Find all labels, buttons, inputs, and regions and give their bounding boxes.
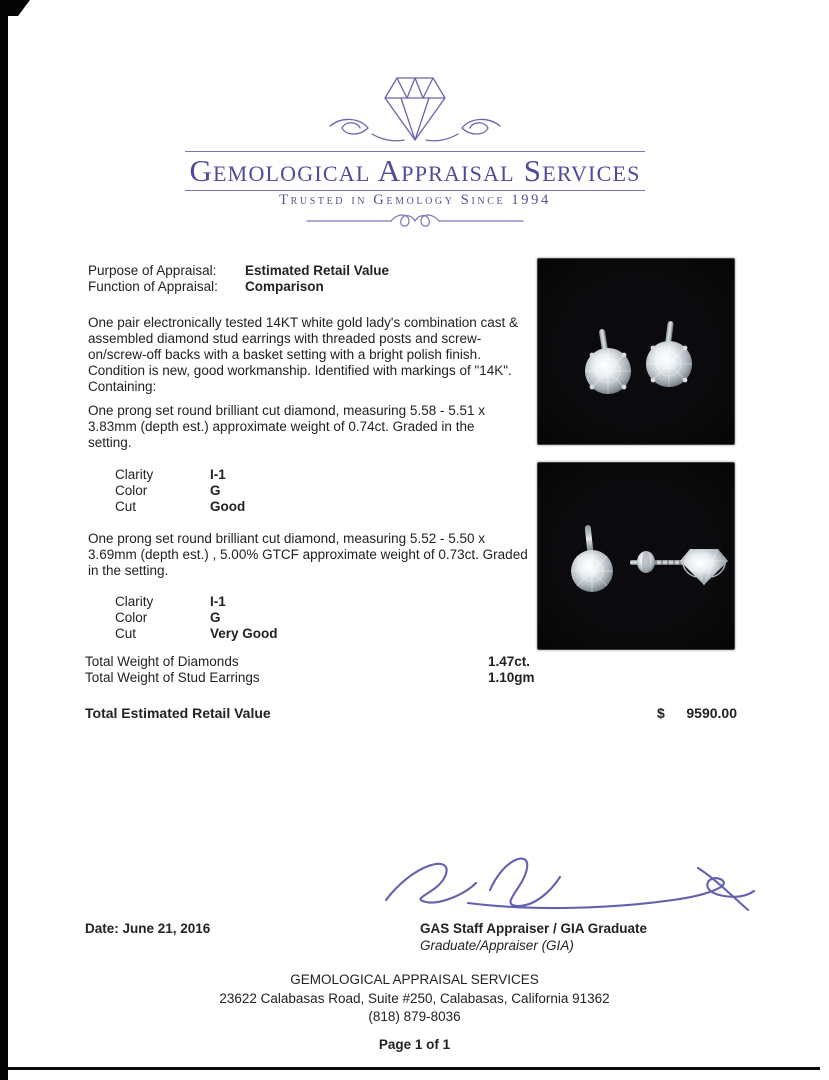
grade-value: G: [210, 483, 221, 498]
diamond-logo-icon: [320, 70, 510, 150]
stone-1-grades-table: [115, 467, 245, 515]
scan-artifact-corner: [0, 0, 30, 16]
grade-value: G: [210, 610, 221, 625]
company-name: Gemological Appraisal Services: [189, 153, 641, 188]
total-weight-earrings-row: [85, 670, 645, 686]
grade-row-clarity: [115, 594, 278, 610]
grade-row-color: [115, 483, 245, 499]
grade-label: Clarity: [115, 594, 154, 609]
grade-row-cut: [115, 499, 245, 515]
grade-row-clarity: [115, 467, 245, 483]
grade-value: Very Good: [210, 626, 278, 641]
grade-label: Color: [115, 483, 148, 498]
grade-label: Clarity: [115, 467, 154, 482]
footer-address: 23622 Calabasas Road, Suite #250, Calabasas, California 91362: [219, 990, 610, 1006]
stone-2-description: One prong set round brilliant cut diamond, measuring 5.52 - 5.50 x 3.69mm (depth est.) , 5.00% GTCF approximate weight of 0.73ct. Graded in the setting.: [88, 531, 528, 578]
grade-label: Color: [115, 610, 148, 625]
stone-1-description: One prong set round brilliant cut diamond, measuring 5.58 - 5.51 x 3.83mm (depth est.) approximate weight of 0.74ct. Graded in the setting.: [88, 403, 485, 450]
appraiser-signature: [368, 848, 768, 928]
purpose-label: Purpose of Appraisal:: [88, 263, 217, 278]
item-description: One pair electronically tested 14KT white gold lady's combination cast & assembled diamond stud earrings with threaded posts and screw-on/screw-off backs with a basket setting with a bright polish finish. Condition is new, good workmanship. Identified with markings of "14K". Containing:: [88, 315, 519, 394]
grand-total-label: Total Estimated Retail Value: [85, 705, 271, 721]
earrings-photo-side-view: [537, 462, 735, 650]
stone-2-grades-table: [115, 594, 278, 642]
grade-value: Good: [210, 499, 246, 514]
page-number: Page 1 of 1: [378, 1036, 451, 1052]
scroll-flourish-icon: [305, 211, 525, 231]
earrings-photo-front-view: [537, 258, 735, 445]
appraiser-credential: Graduate/Appraiser (GIA): [420, 938, 574, 953]
grade-label: Cut: [115, 626, 137, 641]
total-label: Total Weight of Stud Earrings: [85, 670, 260, 685]
logo-area: [185, 70, 645, 150]
letterhead: [185, 70, 645, 236]
rule-top: [185, 151, 645, 152]
signature-ink-icon: [368, 848, 768, 923]
grade-label: Cut: [115, 499, 137, 514]
totals-table: [85, 654, 645, 686]
company-tagline: Trusted in Gemology Since 1994: [279, 192, 551, 208]
document-footer: [0, 971, 829, 1054]
total-value: 1.47ct.: [488, 654, 531, 669]
grade-value: I-1: [210, 594, 226, 609]
total-value: 1.10gm: [488, 670, 535, 685]
scan-artifact-bottom-line: [8, 1067, 820, 1070]
purpose-value: Estimated Retail Value: [245, 263, 390, 278]
footer-company: GEMOLOGICAL APPRAISAL SERVICES: [290, 972, 539, 987]
function-label: Function of Appraisal:: [88, 279, 218, 294]
grade-row-color: [115, 610, 278, 626]
grade-value: I-1: [210, 467, 226, 482]
amount-value: 9590.00: [686, 705, 737, 721]
grand-total-amount: [657, 705, 737, 721]
function-value: Comparison: [245, 279, 324, 294]
appraiser-title: GAS Staff Appraiser / GIA Graduate: [420, 921, 648, 936]
currency-symbol: $: [657, 705, 665, 721]
appraisal-date: Date: June 21, 2016: [85, 921, 211, 936]
total-label: Total Weight of Diamonds: [85, 654, 239, 669]
earrings-front-illustration: [538, 259, 734, 444]
footer-phone: (818) 879-8036: [368, 1009, 461, 1024]
earrings-side-illustration: [538, 463, 734, 649]
total-weight-diamonds-row: [85, 654, 645, 670]
scan-artifact-left-edge: [0, 0, 8, 1080]
rule-middle: [185, 190, 645, 191]
ornament-row: [185, 211, 645, 236]
grade-row-cut: [115, 626, 278, 642]
